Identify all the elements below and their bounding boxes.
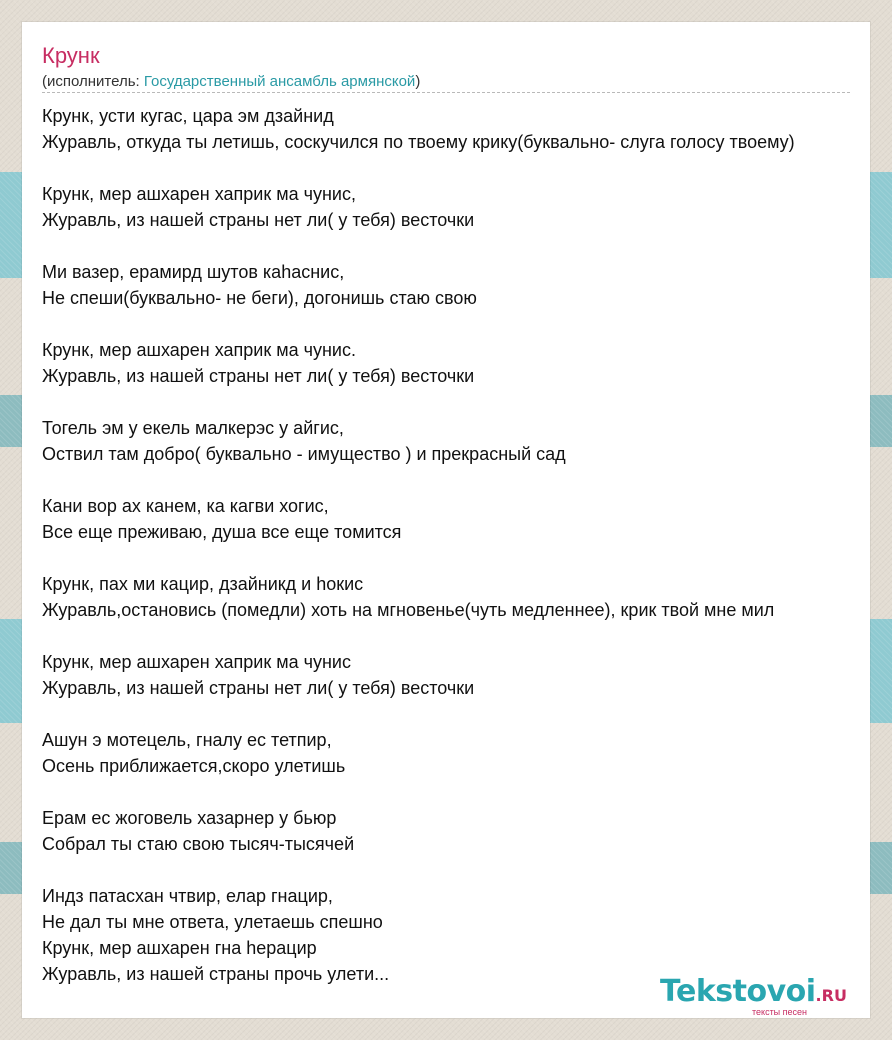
artist-suffix: ) bbox=[415, 73, 421, 90]
logo-tagline: тексты песен bbox=[752, 1007, 808, 1017]
lyrics-line: Журавль, из нашей страны нет ли( у тебя) весточки bbox=[42, 366, 475, 386]
lyrics-line: Крунк, усти кугас, цара эм дзайнид bbox=[42, 106, 334, 126]
lyrics-line: Крунк, мер ашхарен гна hерацир bbox=[42, 938, 317, 958]
lyrics-line: Собрал ты стаю свою тысяч-тысячей bbox=[42, 834, 355, 854]
lyrics-stanza bbox=[42, 805, 892, 857]
lyrics-stanza bbox=[42, 883, 892, 987]
lyrics-line: Индз патасхан чтвир, елар гнацир, bbox=[42, 886, 333, 906]
artist-link[interactable]: Государственный ансамбль армянской bbox=[143, 73, 416, 90]
lyrics-line: Журавль, из нашей страны нет ли( у тебя) весточки bbox=[42, 210, 475, 230]
lyrics-line: Журавль,остановись (помедли) хоть на мгновенье(чуть медленнее), крик твой мне мил bbox=[42, 600, 775, 620]
song-title: Крунк bbox=[42, 43, 100, 68]
lyrics-line: Не спеши(буквально- не беги), догонишь стаю свою bbox=[42, 288, 477, 308]
lyrics-stanza bbox=[42, 493, 892, 545]
artist-line bbox=[42, 73, 420, 91]
title-divider bbox=[42, 92, 850, 93]
lyrics-line: Журавль, из нашей страны прочь улети... bbox=[42, 964, 390, 984]
logo-name: Tekstovoi bbox=[660, 974, 816, 1009]
lyrics-line: Крунк, мер ашхарен хаприк ма чунис bbox=[42, 652, 351, 672]
lyrics-line: Журавль, из нашей страны нет ли( у тебя) весточки bbox=[42, 678, 475, 698]
lyrics-line: Осень приближается,скоро улетишь bbox=[42, 756, 346, 776]
lyrics-line: Кани вор ах канем, ка кагви хогис, bbox=[42, 496, 329, 516]
lyrics-line: Не дал ты мне ответа, улетаешь спешно bbox=[42, 912, 383, 932]
logo-tld: .RU bbox=[815, 986, 847, 1005]
lyrics-line: Ашун э мотецель, гналу ес тетпир, bbox=[42, 730, 332, 750]
lyrics-card bbox=[22, 22, 870, 1018]
lyrics-line: Все еще преживаю, душа все еще томится bbox=[42, 522, 402, 542]
lyrics-stanza bbox=[42, 415, 892, 467]
lyrics-stanza bbox=[42, 337, 892, 389]
lyrics-line: Крунк, мер ашхарен хаприк ма чунис. bbox=[42, 340, 356, 360]
lyrics-stanza bbox=[42, 649, 892, 701]
lyrics-stanza bbox=[42, 571, 892, 623]
lyrics-line: Крунк, пах ми кацир, дзайникд и hокис bbox=[42, 574, 364, 594]
lyrics-text bbox=[42, 103, 892, 1013]
lyrics-stanza bbox=[42, 103, 892, 155]
artist-prefix: (исполнитель: bbox=[42, 73, 144, 90]
lyrics-line: Крунк, мер ашхарен хаприк ма чунис, bbox=[42, 184, 356, 204]
lyrics-stanza bbox=[42, 181, 892, 233]
site-logo[interactable] bbox=[660, 975, 860, 1019]
lyrics-stanza bbox=[42, 727, 892, 779]
lyrics-line: Ми вазер, ерамирд шутов каhаснис, bbox=[42, 262, 345, 282]
lyrics-stanza bbox=[42, 259, 892, 311]
lyrics-line: Оствил там добро( буквально - имущество ) и прекрасный сад bbox=[42, 444, 566, 464]
lyrics-line: Журавль, откуда ты летишь, соскучился по твоему крику(буквально- слуга голосу твоему) bbox=[42, 132, 795, 152]
lyrics-line: Ерам ес жоговель хазарнер у бьюр bbox=[42, 808, 337, 828]
lyrics-line: Тогель эм у екель малкерэс у айгис, bbox=[42, 418, 344, 438]
